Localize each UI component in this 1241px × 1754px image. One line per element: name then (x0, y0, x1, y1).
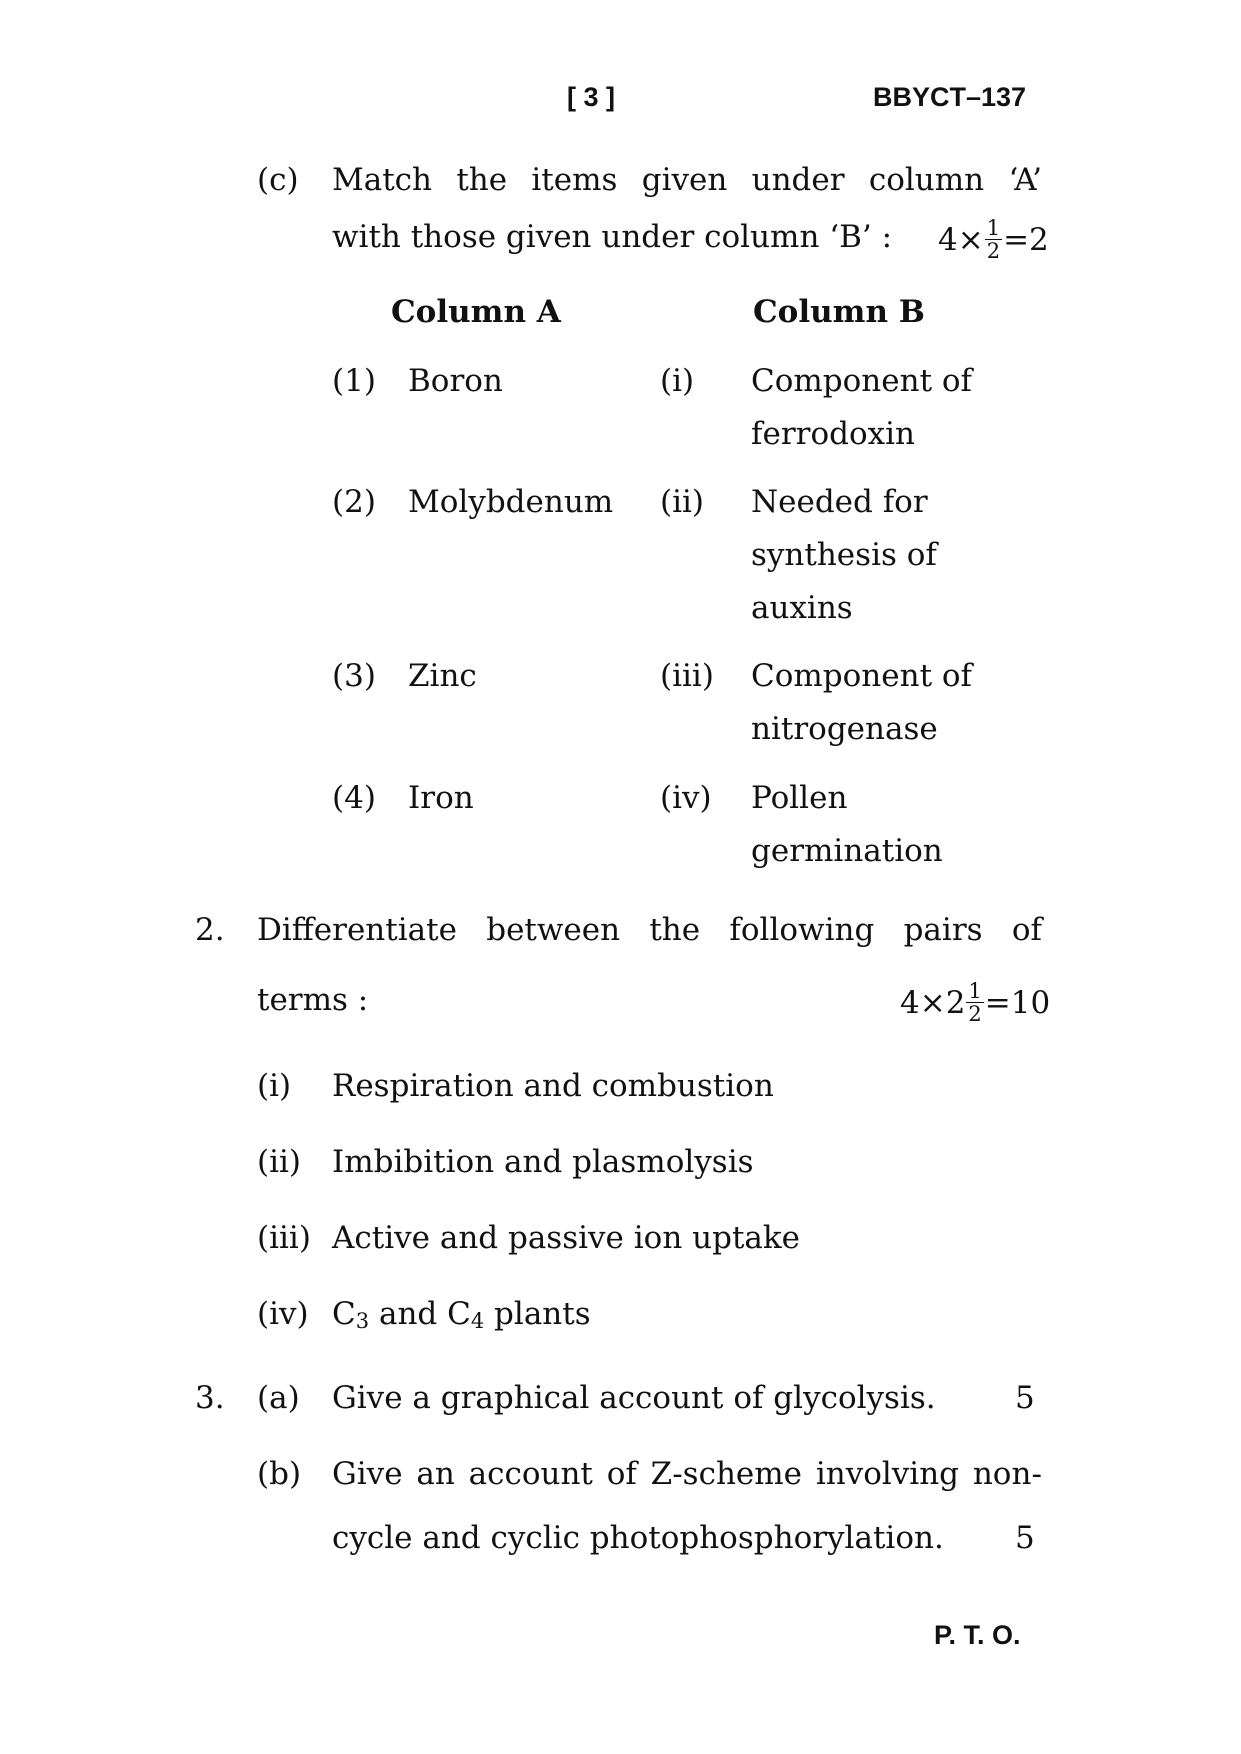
match-b-item: Component of (751, 363, 973, 399)
match-b-item: germination (751, 833, 943, 869)
match-a-num: (2) (332, 484, 376, 520)
q1c-label: (c) (257, 162, 299, 198)
match-b-num: (i) (660, 363, 695, 399)
match-a-num: (1) (332, 363, 376, 399)
q2-item-label: (iii) (257, 1220, 311, 1256)
q1c-line1: Match the items given under column ‘A’ (332, 162, 1042, 198)
match-b-item: Pollen (751, 780, 848, 816)
match-b-item: synthesis of (751, 537, 937, 573)
q3a-text: Give a graphical account of glycolysis. (332, 1380, 936, 1416)
column-b-heading: Column B (753, 294, 925, 330)
q2-item-label: (ii) (257, 1144, 302, 1180)
q3b-label: (b) (257, 1456, 302, 1492)
q1c-line2: with those given under column ‘B’ : (332, 219, 893, 255)
match-a-item: Iron (408, 780, 474, 816)
q3b-line1: Give an account of Z-scheme involving non- (332, 1456, 1042, 1492)
q2-item-text: Imbibition and plasmolysis (332, 1144, 754, 1180)
match-b-num: (iii) (660, 658, 714, 694)
q2-item-label: (i) (257, 1068, 292, 1104)
page-number: [ 3 ] (567, 82, 616, 112)
q2-item-text: Active and passive ion uptake (332, 1220, 801, 1256)
q2-line2: terms : (257, 982, 369, 1018)
match-b-num: (iv) (660, 780, 712, 816)
q3b-marks: 5 (1015, 1520, 1035, 1556)
match-b-num: (ii) (660, 484, 705, 520)
match-b-item: Needed for (751, 484, 928, 520)
course-code: BBYCT–137 (873, 82, 1027, 112)
match-b-item: auxins (751, 590, 853, 626)
match-a-item: Boron (408, 363, 503, 399)
q2-item-text: $C_3$ and $C_4$ plants (332, 1296, 591, 1333)
q3-number: 3. (195, 1380, 225, 1416)
match-a-num: (3) (332, 658, 376, 694)
match-b-item: ferrodoxin (751, 416, 915, 452)
q2-item-text: Respiration and combustion (332, 1068, 774, 1104)
match-b-item: nitrogenase (751, 711, 938, 747)
match-a-item: Zinc (408, 658, 477, 694)
q3b-line2: cycle and cyclic photophosphorylation. (332, 1520, 944, 1556)
q3a-label: (a) (257, 1380, 300, 1416)
please-turn-over: P. T. O. (934, 1620, 1021, 1650)
column-a-heading: Column A (391, 294, 561, 330)
match-a-item: Molybdenum (408, 484, 614, 520)
q3a-marks: 5 (1015, 1380, 1035, 1416)
match-b-item: Component of (751, 658, 973, 694)
q2-item-label: (iv) (257, 1296, 309, 1332)
q2-marks: 4×2 $\frac{1}{2}$ =10 (900, 979, 1051, 1026)
q1c-marks: 4× $\frac{1}{2}$ =2 (938, 216, 1049, 263)
q2-number: 2. (195, 912, 225, 948)
q2-line1: Differentiate between the following pairs of (257, 912, 1042, 948)
match-a-num: (4) (332, 780, 376, 816)
